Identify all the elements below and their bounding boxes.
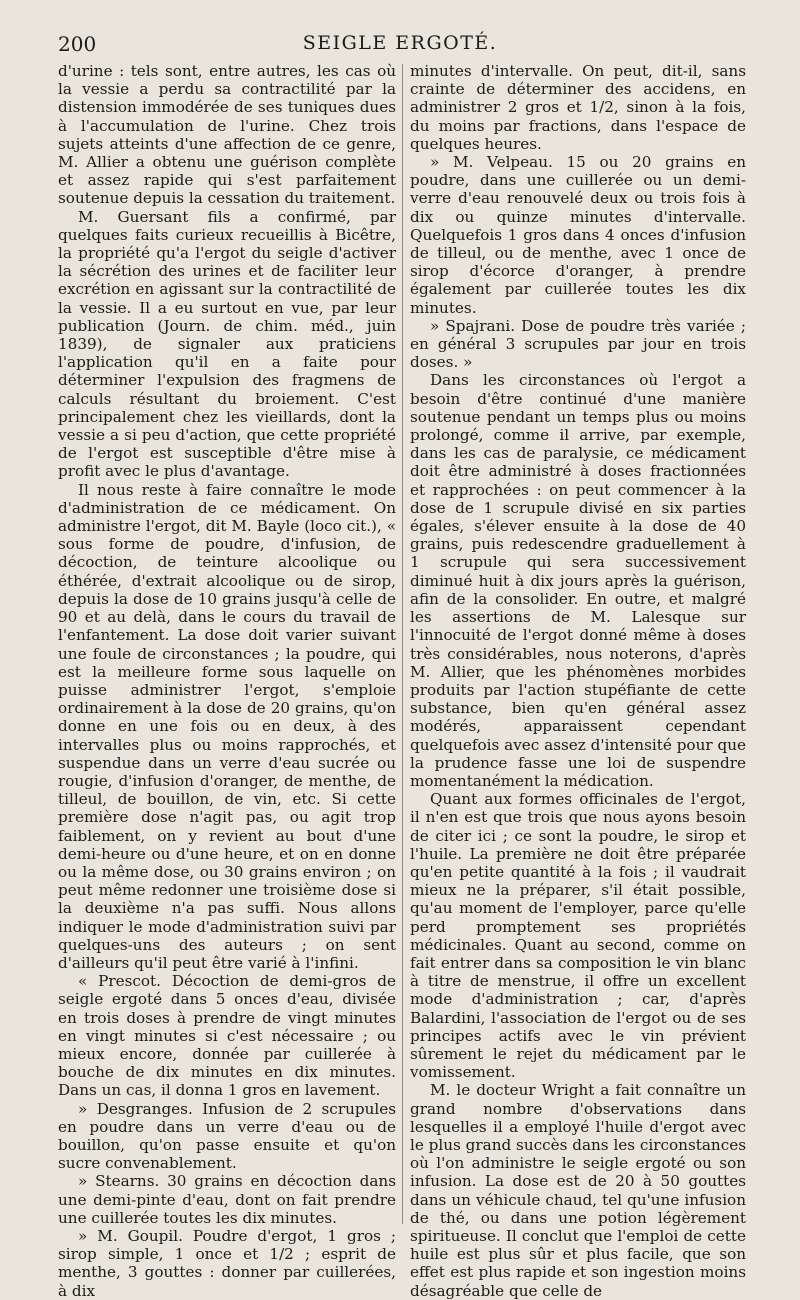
- right-column: [410, 62, 746, 1300]
- left-column: [58, 62, 396, 1300]
- paragraph: » Stearns. 30 grains en décoction dans une demi-pinte d'eau, dont on fait prendre une cuillerée toutes les dix minutes.: [58, 1172, 396, 1227]
- paragraph: minutes d'intervalle. On peut, dit-il, sans crainte de déterminer des accidens, en administrer 2 gros et 1/2, sinon à la fois, du moins par fractions, dans l'espace de quelques heures.: [410, 62, 746, 153]
- paragraph: Dans les circonstances où l'ergot a besoin d'être continué d'une manière soutenue pendant un temps plus ou moins prolongé, comme il arrive, par exemple, dans les cas de paralysie, ce médicament doit être administré à doses fractionnées et rapprochées : on peut commencer à la dose de 1 scrupule divisé en six parties égales, s'élever ensuite à la dose de 40 grains, puis redescendre graduellement à 1 scrupule qui sera successivement diminué huit à dix jours après la guérison, afin de la consolider. En outre, et malgré les assertions de M. Lalesque sur l'innocuité de l'ergot donné même à doses très considérables, nous noterons, d'après M. Allier, que les phénomènes morbides produits par l'action stupéfiante de cette substance, bien qu'en général assez modérés, apparaissent cependant quelquefois avec assez d'intensité pour que la prudence fasse une loi de suspendre momentanément la médication.: [410, 371, 746, 790]
- page-header: [0, 30, 800, 64]
- column-divider: [402, 64, 403, 1224]
- page-number: 200: [58, 32, 97, 56]
- paragraph: M. Guersant fils a confirmé, par quelques faits curieux recueillis à Bicêtre, la propriété qu'a l'ergot du seigle d'activer la sécrétion des urines et de faciliter leur excrétion en agissant sur la contractilité de la vessie. Il a eu surtout en vue, par leur publication (Journ. de chim. méd., juin 1839), de signaler aux praticiens l'application qu'il en a faite pour déterminer l'expulsion des fragmens de calculs résultant du broiement. C'est principalement chez les vieillards, dont la vessie a si peu d'action, que cette propriété de l'ergot est susceptible d'être mise à profit avec le plus d'avantage.: [58, 207, 396, 481]
- paragraph: » Spajrani. Dose de poudre très variée ; en général 3 scrupules par jour en trois doses. »: [410, 316, 746, 372]
- paragraph: d'urine : tels sont, entre autres, les cas où la vessie a perdu sa contractilité par la distension immodérée de ses tuniques dues à l'accumulation de l'urine. Chez trois sujets atteints d'une affection de ce genre, M. Allier a obtenu une guérison complète et assez rapide qui s'est parfaitement soutenue depuis la cessation du traitement.: [58, 62, 396, 208]
- running-title: SEIGLE ERGOTÉ.: [302, 32, 498, 54]
- paragraph: Il nous reste à faire connaître le mode d'administration de ce médicament. On administre l'ergot, dit M. Bayle (loco cit.), « sous forme de poudre, d'infusion, de décoction, de teinture alcoolique ou éthérée, d'extrait alcoolique ou de sirop, depuis la dose de 10 grains jusqu'à celle de 90 et au delà, dans le cours du travail de l'enfantement. La dose doit varier suivant une foule de circonstances ; la poudre, qui est la meilleure forme sous laquelle on puisse administrer l'ergot, s'emploie ordinairement à la dose de 20 grains, qu'on donne en une fois ou en deux, à des intervalles plus ou moins rapprochés, et suspendue dans un verre d'eau sucrée ou rougie, d'infusion d'oranger, de menthe, de tilleul, de bouillon, de vin, etc. Si cette première dose n'agit pas, ou agit trop faiblement, on y revient au bout d'une demi-heure ou d'une heure, et on en donne ou la même dose, ou 30 grains environ ; on peut même redonner une troisième dose si la deuxième n'a pas suffi. Nous allons indiquer le mode d'administration suivi par quelques-uns des auteurs ; on sent d'ailleurs qu'il peut être varié à l'infini.: [58, 480, 396, 972]
- paragraph: « Prescot. Décoction de demi-gros de seigle ergoté dans 5 onces d'eau, divisée en trois doses à prendre de vingt minutes en vingt minutes si c'est nécessaire ; ou mieux encore, donnée par cuillerée à bouche de dix minutes en dix minutes. Dans un cas, il donna 1 gros en lavement.: [58, 972, 396, 1100]
- paragraph: M. le docteur Wright a fait connaître un grand nombre d'observations dans lesquelles il a employé l'huile d'ergot avec le plus grand succès dans les circonstances où l'on administre le seigle ergoté ou son infusion. La dose est de 20 à 50 gouttes dans un véhicule chaud, tel qu'une infusion de thé, ou dans une potion légèrement spiritueuse. Il conclut que l'emploi de cette huile est plus sûr et plus facile, que son effet est plus rapide et son ingestion moins désagréable que celle de: [410, 1081, 746, 1300]
- paragraph: » M. Goupil. Poudre d'ergot, 1 gros ; sirop simple, 1 once et 1/2 ; esprit de menthe, 3 gouttes : donner par cuillerées, à dix: [58, 1227, 396, 1300]
- paragraph: » M. Velpeau. 15 ou 20 grains en poudre, dans une cuillerée ou un demi-verre d'eau renouvelé deux ou trois fois à dix ou quinze minutes d'intervalle. Quelquefois 1 gros dans 4 onces d'infusion de tilleul, ou de menthe, avec 1 once de sirop d'écorce d'oranger, à prendre également par cuillerée toutes les dix minutes.: [410, 153, 746, 317]
- paragraph: Quant aux formes officinales de l'ergot, il n'en est que trois que nous ayons besoin de citer ici ; ce sont la poudre, le sirop et l'huile. La première ne doit être préparée qu'en petite quantité à la fois ; il vaudrait mieux ne la préparer, s'il était possible, qu'au moment de l'employer, parce qu'elle perd promptement ses propriétés médicinales. Quant au second, comme on fait entrer dans sa composition le vin blanc à titre de menstrue, il offre un excellent mode d'administration ; car, d'après Balardini, l'association de l'ergot ou de ses principes actifs avec le vin prévient sûrement le rejet du médicament par le vomissement.: [410, 790, 746, 1082]
- paragraph: » Desgranges. Infusion de 2 scrupules en poudre dans un verre d'eau ou de bouillon, qu'on passe ensuite et qu'on sucre convenablement.: [58, 1099, 396, 1173]
